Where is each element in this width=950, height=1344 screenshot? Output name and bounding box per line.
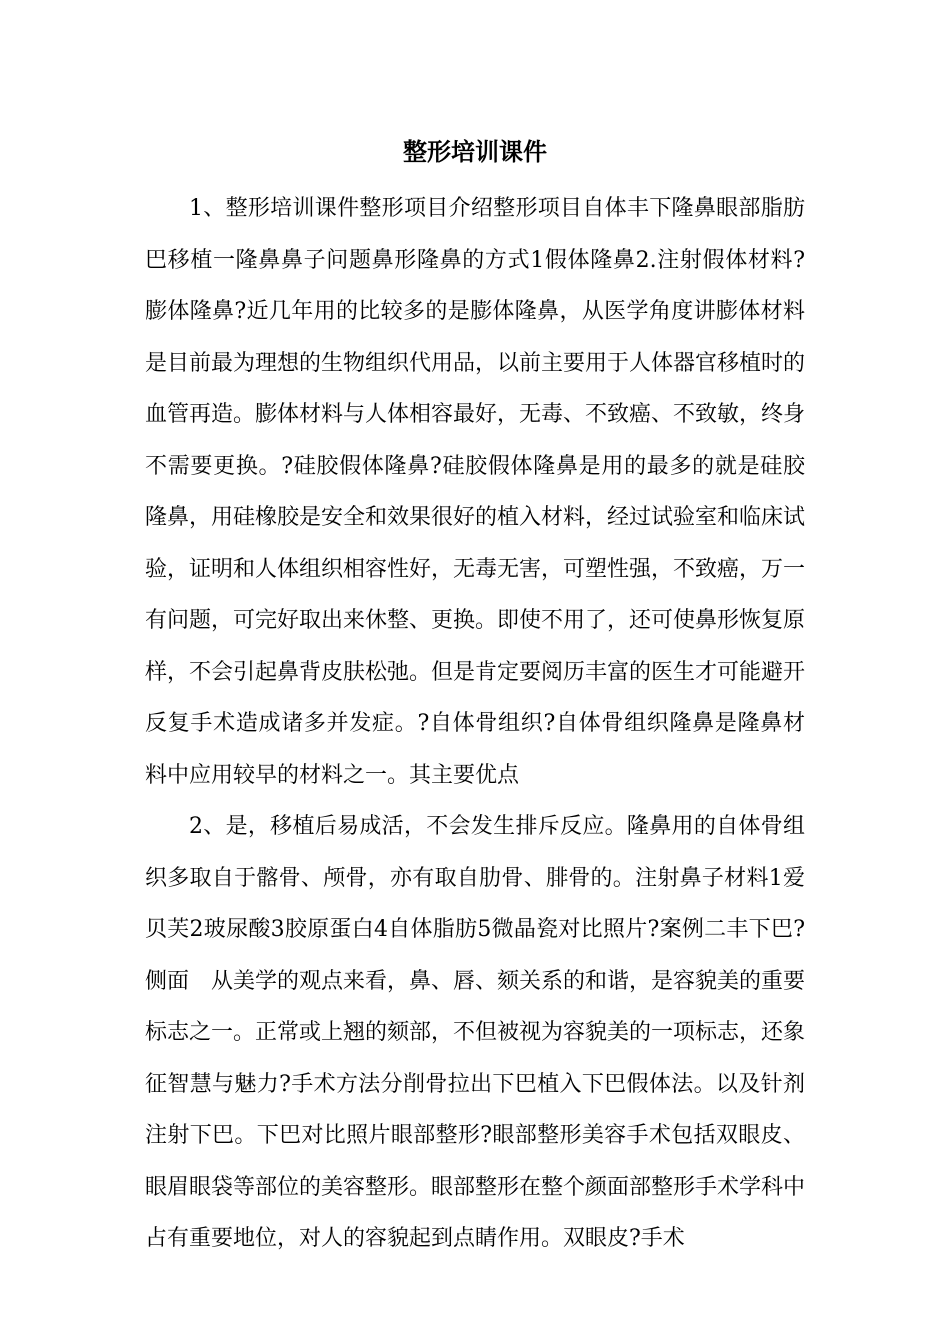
paragraph-1: 1、整形培训课件整形项目介绍整形项目自体丰下隆鼻眼部脂肪巴移植一隆鼻鼻子问题鼻形隆鼻的方式1假体隆鼻2.注射假体材料?膨体隆鼻?近几年用的比较多的是膨体隆鼻，从医学角度讲膨体材料是目前最为理想的生物组织代用品，以前主要用于人体器官移植时的血管再造。膨体材料与人体相容最好，无毒、不致癌、不致敏，终身不需要更换。?硅胶假体隆鼻?硅胶假体隆鼻是用的最多的就是硅胶隆鼻，用硅橡胶是安全和效果很好的植入材料，经过试验室和临床试验，证明和人体组织相容性好，无毒无害，可塑性强，不致癌，万一有问题，可完好取出来休整、更换。即使不用了，还可使鼻形恢复原样，不会引起鼻背皮肤松弛。但是肯定要阅历丰富的医生才可能避开反复手术造成诸多并发症。?自体骨组织?自体骨组织隆鼻是隆鼻材料中应用较早的材料之一。其主要优点 [145,196,806,788]
document-body [145,183,805,1265]
paragraph-2: 2、是，移植后易成活，不会发生排斥反应。隆鼻用的自体骨组织多取自于髂骨、颅骨，亦有取自肋骨、腓骨的。注射鼻子材料1爱贝芙2玻尿酸3胶原蛋白4自体脂肪5微晶瓷对比照片?案例二丰下巴?侧面 从美学的观点来看，鼻、唇、颏关系的和谐，是容貌美的重要标志之一。正常或上翘的颏部，不但被视为容貌美的一项标志，还象征智慧与魅力?手术方法分削骨拉出下巴植入下巴假体法。以及针剂注射下巴。下巴对比照片眼部整形?眼部整形美容手术包括双眼皮、眼眉眼袋等部位的美容整形。眼部整形在整个颜面部整形手术学科中占有重要地位，对人的容貌起到点睛作用。双眼皮?手术 [145,814,806,1251]
document-title: 整形培训课件 [403,137,547,166]
